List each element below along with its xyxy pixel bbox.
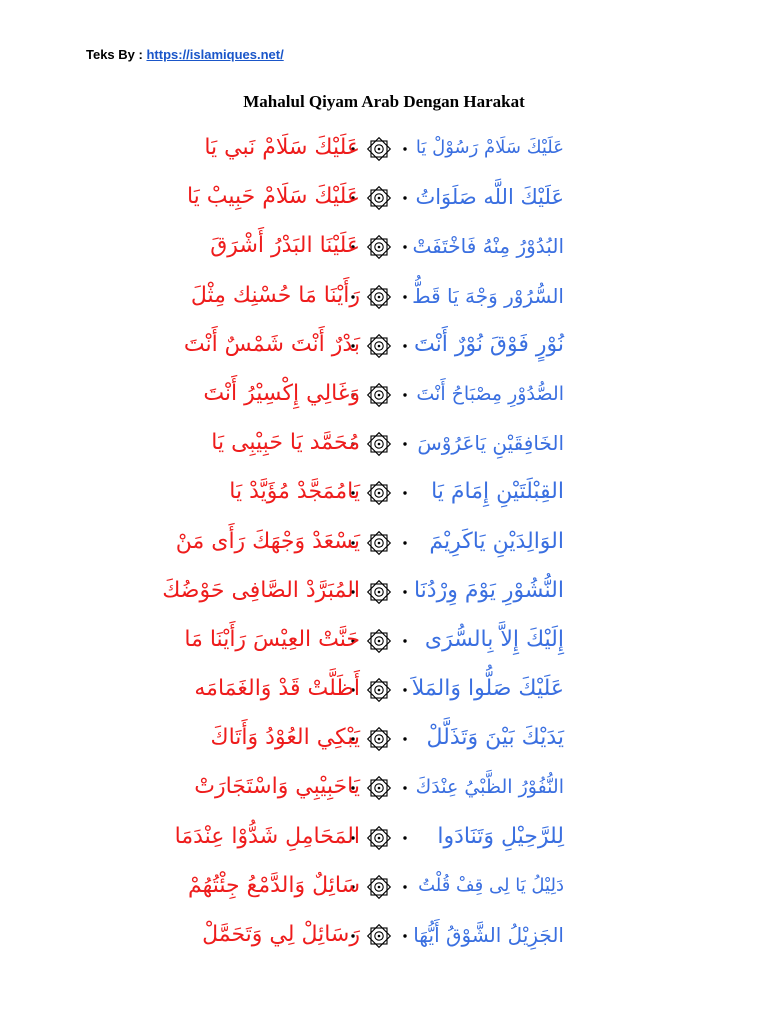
verse-row (0, 813, 768, 862)
verse-row (0, 616, 768, 665)
verse-row (0, 714, 768, 763)
source-credit (86, 47, 284, 62)
verse-second-half: رَأَيْنَا مَا حُسْنِك مِثْلَ (190, 282, 360, 308)
verse-first-half: لِلرَّحِيْلِ وَتَنَادَوا (437, 823, 564, 849)
verse-first-half: النُّفُوْرُ الظَّبْيُ عِنْدَكَ (415, 776, 564, 799)
verse-second-half: عَلَيْكَ سَلَامْ حَبِيبْ يَا (186, 184, 360, 210)
verse-first-half: الوَالِدَيْنِ يَاكَرِيْمَ (429, 528, 564, 554)
verse-list (0, 124, 768, 960)
verse-second-half: حَنَّتْ العِيْسَ رَأَيْنَا مَا (184, 626, 360, 652)
verse-first-half: عَلَيْكَ صَلُّوا وَالمَلاَ (411, 676, 564, 702)
verse-row (0, 665, 768, 714)
verse-row (0, 419, 768, 468)
verse-row (0, 370, 768, 419)
verse-first-half: الصُّدُوْرِ مِصْبَاحُ أَنْتَ (416, 382, 564, 405)
verse-row (0, 222, 768, 271)
verse-row (0, 862, 768, 911)
verse-first-half: الجَزِيْلُ الشَّوْقُ أَيُّهَا (413, 923, 564, 947)
verse-row (0, 763, 768, 812)
verse-row (0, 911, 768, 960)
verse-first-half: دَلِيْلُ يَا لِى قِفْ قُلْتُ (418, 874, 564, 896)
document-title: Mahalul Qiyam Arab Dengan Harakat (243, 92, 525, 111)
verse-row (0, 173, 768, 222)
verse-second-half: رَسَائِلْ لِي وَتَحَمَّلْ (202, 922, 360, 947)
verse-first-half: السُّرُوْر وَجْهَ يَا قَطُّ (412, 283, 564, 308)
verse-second-half: يَامُمَجَّدْ مُؤَيَّدْ يَا (229, 479, 360, 505)
source-prefix: Teks By : (86, 47, 143, 62)
verse-first-half: النُّشُوْرِ يَوْمَ وِرْدُنَا (413, 577, 564, 603)
verse-first-half: عَلَيْكَ سَلَامْ رَسُوْلْ يَا (415, 137, 564, 158)
verse-second-half: المُبَرَّدْ الصَّافِى حَوْضُكَ (162, 577, 360, 603)
verse-row (0, 518, 768, 567)
verse-second-half: عَلَيْنَا البَدْرُ أَشْرَقَ (210, 233, 360, 259)
verse-first-half: القِبْلَتَيْنِ إِمَامَ يَا (431, 479, 564, 505)
verse-second-half: بَدْرٌ أَنْتَ شَمْسٌ أَنْتَ (183, 331, 360, 357)
verse-second-half: مُحَمَّد يَا حَبِيْبِى يَا (211, 430, 360, 456)
verse-row (0, 468, 768, 517)
verse-first-half: عَلَيْكَ اللَّه صَلَوَاتُ (415, 185, 564, 210)
verse-second-half: أَظَلَّتْ قَدْ وَالغَمَامَه (194, 676, 360, 702)
verse-second-half: يَاحَبِيْبِي وَاسْتَجَارَتْ (194, 774, 360, 800)
verse-row (0, 567, 768, 616)
verse-second-half: عَلَيْكَ سَلَامْ نَبي يَا (204, 135, 360, 160)
verse-row (0, 321, 768, 370)
verse-second-half: سَائِلٌ وَالدَّمْعُ جِئْتُهُمْ (187, 872, 360, 898)
verse-first-half: نُوْرٍ فَوْقَ نُوْرٌ أَنْتَ (414, 331, 564, 357)
verse-row (0, 272, 768, 321)
verse-second-half: يَبْكِي العُوْدُ وَأَتَاكَ (210, 725, 360, 751)
verse-first-half: إِلَيْكَ إِلاَّ بِالسُّرَى (424, 626, 564, 652)
verse-row (0, 124, 768, 173)
verse-first-half: الخَافِقَيْنِ يَاعَرُوْسَ (417, 431, 564, 456)
verse-first-half: يَدَيْكَ بَيْنَ وَتَذَلَّلْ (426, 725, 564, 751)
verse-second-half: وَغَالِي إِكْسِيْرُ أَنْتَ (203, 380, 360, 406)
verse-second-half: يَسْعَدْ وَجْهَكَ رَأَى مَنْ (175, 528, 360, 554)
verse-first-half: البُدُوْرُ مِنْهُ فَاخْتَفَتْ (412, 234, 564, 259)
source-link[interactable]: https://islamiques.net/ (146, 47, 284, 62)
verse-second-half: المَحَامِلِ شَدُّوْا عِنْدَمَا (174, 823, 360, 849)
